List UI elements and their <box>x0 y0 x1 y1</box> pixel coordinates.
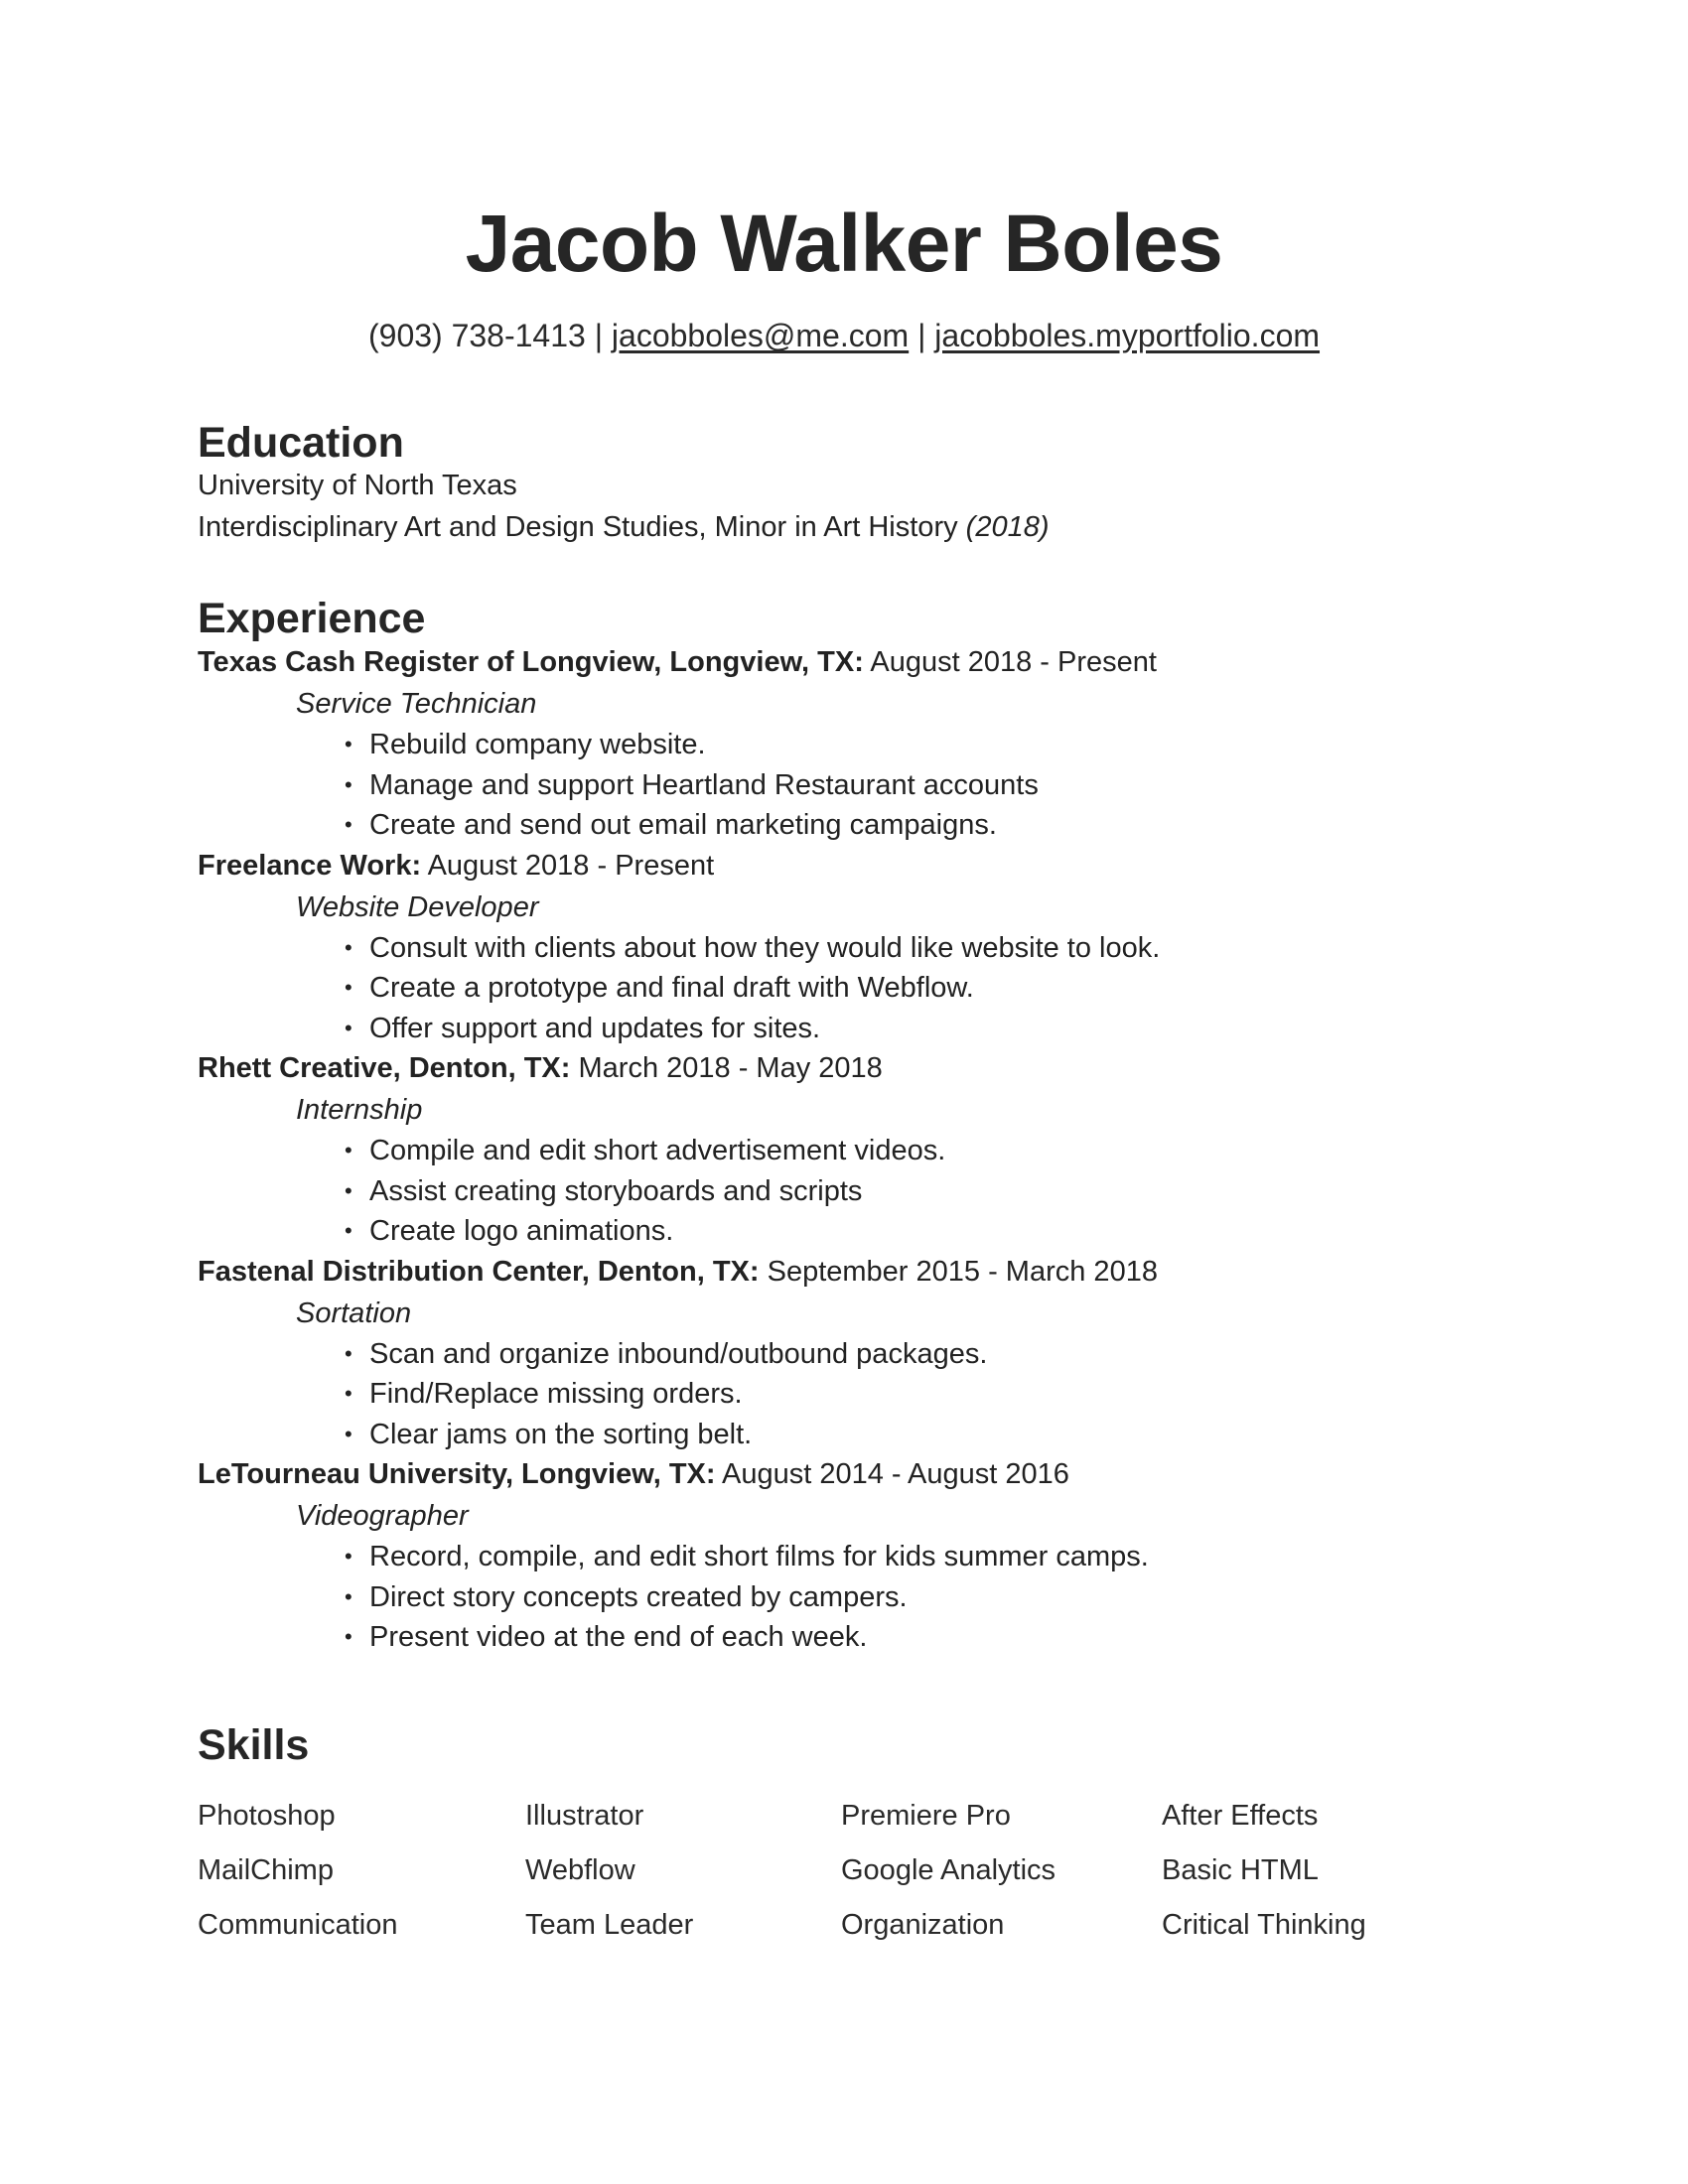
job-duty: • Scan and organize inbound/outbound packages. <box>345 1334 1488 1375</box>
job-role: Internship <box>296 1094 423 1126</box>
skill-item: Basic HTML <box>1162 1854 1319 1886</box>
skill-item: Communication <box>198 1909 398 1941</box>
job-entry <box>198 642 1488 846</box>
job-duties <box>198 1131 1488 1252</box>
resume-name: Jacob Walker Boles <box>465 199 1223 289</box>
experience-heading: Experience <box>198 595 426 642</box>
job-duty: • Rebuild company website. <box>345 725 1488 765</box>
skill-item: Google Analytics <box>841 1854 1056 1886</box>
skill-item: After Effects <box>1162 1800 1319 1832</box>
job-heading <box>198 642 1488 683</box>
education-degree-line <box>198 506 1488 548</box>
job-organization: Fastenal Distribution Center, Denton, TX: <box>198 1255 760 1288</box>
job-duty: • Consult with clients about how they would like website to look. <box>345 928 1488 969</box>
job-entry <box>198 1252 1488 1455</box>
skill-item: MailChimp <box>198 1854 334 1886</box>
job-duty: • Find/Replace missing orders. <box>345 1374 1488 1415</box>
separator: | <box>594 318 604 353</box>
job-duty: • Offer support and updates for sites. <box>345 1009 1488 1049</box>
skill-item: Critical Thinking <box>1162 1909 1366 1941</box>
job-organization: Texas Cash Register of Longview, Longview, TX: <box>198 646 864 678</box>
skill-item: Photoshop <box>198 1800 336 1832</box>
portfolio-link[interactable]: jacobboles.myportfolio.com <box>934 318 1321 353</box>
job-organization: LeTourneau University, Longview, TX: <box>198 1458 716 1490</box>
job-role: Sortation <box>296 1297 412 1329</box>
job-dates: August 2018 - Present <box>427 849 715 882</box>
job-organization: Rhett Creative, Denton, TX: <box>198 1052 571 1084</box>
job-duties <box>198 928 1488 1049</box>
job-duty: • Create logo animations. <box>345 1211 1488 1252</box>
education-section <box>198 419 1488 548</box>
skill-item: Webflow <box>525 1854 635 1886</box>
skills-section <box>198 1721 1488 1953</box>
skills-heading: Skills <box>198 1721 310 1769</box>
job-heading <box>198 846 1488 887</box>
job-duty: • Direct story concepts created by campers. <box>345 1577 1488 1618</box>
skill-item: Organization <box>841 1909 1005 1941</box>
job-entry <box>198 1048 1488 1252</box>
job-role: Website Developer <box>296 890 539 923</box>
job-duty: • Compile and edit short advertisement videos. <box>345 1131 1488 1171</box>
phone-number: (903) 738-1413 <box>367 318 586 353</box>
job-duty: • Clear jams on the sorting belt. <box>345 1415 1488 1455</box>
job-duty: • Record, compile, and edit short films for kids summer camps. <box>345 1537 1488 1577</box>
job-duty: • Manage and support Heartland Restaurant accounts <box>345 765 1488 806</box>
separator: | <box>917 318 926 353</box>
skill-item: Premiere Pro <box>841 1800 1011 1832</box>
job-role: Service Technician <box>296 688 537 720</box>
job-entry <box>198 1454 1488 1658</box>
job-dates: August 2014 - August 2016 <box>722 1458 1069 1490</box>
job-duty: • Present video at the end of each week. <box>345 1617 1488 1658</box>
job-duty: • Assist creating storyboards and scripts <box>345 1171 1488 1212</box>
job-entry <box>198 846 1488 1049</box>
job-duties <box>198 1334 1488 1455</box>
job-heading <box>198 1048 1488 1089</box>
job-heading <box>198 1252 1488 1293</box>
education-degree: Interdisciplinary Art and Design Studies, Minor in Art History <box>198 511 958 543</box>
email-link[interactable]: jacobboles@me.com <box>611 318 910 353</box>
job-heading <box>198 1454 1488 1495</box>
job-duties <box>198 1537 1488 1658</box>
job-dates: August 2018 - Present <box>870 646 1157 678</box>
skill-item: Illustrator <box>525 1800 644 1832</box>
job-duties <box>198 725 1488 846</box>
job-duty: • Create and send out email marketing campaigns. <box>345 805 1488 846</box>
experience-section <box>198 595 1488 1658</box>
education-school: University of North Texas <box>198 470 517 501</box>
education-heading: Education <box>198 419 404 467</box>
skill-item: Team Leader <box>525 1909 694 1941</box>
job-organization: Freelance Work: <box>198 849 422 882</box>
education-year: (2018) <box>965 511 1050 543</box>
job-duty: • Create a prototype and final draft with Webflow. <box>345 968 1488 1009</box>
job-role: Videographer <box>296 1500 469 1532</box>
resume-body <box>198 419 1488 1658</box>
job-dates: March 2018 - May 2018 <box>578 1052 883 1084</box>
skills-grid <box>198 1789 1488 1953</box>
job-dates: September 2015 - March 2018 <box>767 1255 1158 1288</box>
contact-line <box>0 320 1688 351</box>
